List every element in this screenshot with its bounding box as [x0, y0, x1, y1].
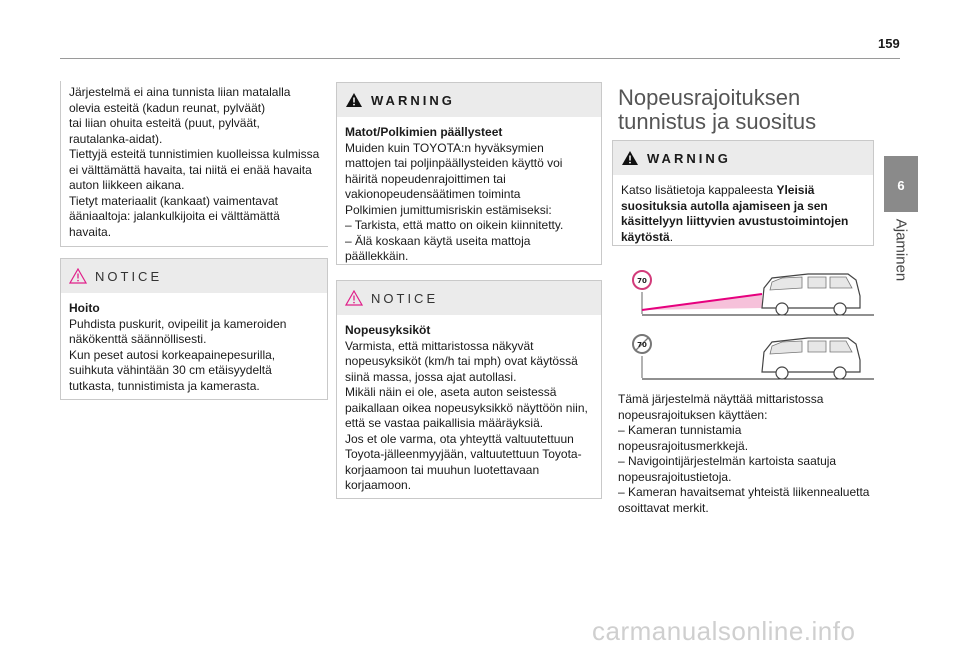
warning-title: WARNING: [647, 150, 731, 166]
warning-header: [337, 83, 601, 117]
paragraph: Puhdista puskurit, ovipeilit ja kameroiden näkökenttä säännöllisesti.: [69, 316, 287, 346]
notice-title: NOTICE: [371, 290, 439, 306]
notice-box-maintenance: [60, 258, 328, 400]
paragraph: – Älä koskaan käytä useita mattoja päällekkäin.: [345, 233, 531, 263]
list-item: – Navigointijärjestelmän kartoista saatuja nopeusrajoitustietoja.: [618, 454, 837, 484]
speed-limit-value: 70: [637, 341, 647, 349]
car-icon: [762, 274, 860, 315]
section-title: Nopeusrajoituksen tunnistus ja suositus: [618, 85, 817, 134]
warning-text-suffix: .: [669, 229, 674, 244]
paragraph: tai liian ohuita esteitä (puut, pylväät, rautalanka-aidat).: [69, 116, 260, 146]
chapter-label-text: Ajaminen: [892, 218, 910, 282]
caution-triangle-icon: [345, 290, 363, 306]
warning-box-mats: [336, 82, 602, 265]
warning-header: [613, 141, 873, 175]
notice-title: NOTICE: [95, 268, 163, 284]
speed-sign-illustration-inactive: [612, 324, 874, 384]
list-item: – Kameran havaitsemat yhteistä liikennealuetta osoittavat merkit.: [618, 485, 870, 515]
warning-text: [621, 183, 865, 245]
list-item: – Kameran tunnistamia nopeusrajoitusmerkkejä.: [618, 423, 749, 453]
car-icon: [762, 338, 860, 379]
chapter-tab[interactable]: 6: [884, 156, 918, 212]
paragraph: Varmista, että mittaristossa näkyvät nopeusyksiköt (km/h tai mph) ovat käytössä siinä massa, jossa ajat autollasi.: [345, 338, 578, 384]
paragraph: Järjestelmä ei aina tunnista liian matalalla olevia esteitä (kadun reunat, pylväät): [69, 85, 291, 115]
cross-reference-link[interactable]: Yleisiä suosituksia autolla ajamiseen ja sen käsittelyyn liittyvien avustustoimintojen käytöstä: [621, 183, 849, 244]
paragraph: Tämä järjestelmä näyttää mittaristossa nopeusrajoituksen käyttäen:: [618, 392, 824, 422]
paragraph: – Tarkista, että matto on oikein kiinnitetty.: [345, 218, 564, 232]
speed-sign-illustration-active: [612, 260, 874, 320]
obstacle-limitations-text: [60, 81, 328, 247]
warning-title: WARNING: [371, 92, 455, 108]
notice-box-speed-units: [336, 280, 602, 499]
paragraph: Mikäli näin ei ole, aseta auton seistessä paikallaan oikea nopeusyksikkö näyttöön niin, että se vastaa paikallisia määräyksiä.: [345, 385, 588, 430]
paragraph: Muiden kuin TOYOTA:n hyväksymien mattojen tai poljinpäällysteiden käyttö voi häiritä nopeudenrajoittimen tai vakionopeudensäätimen toiminta: [345, 140, 563, 201]
warning-heading: Matot/Polkimien päällysteet: [345, 125, 503, 139]
paragraph: Kun peset autosi korkeapainepesurilla, suihkuta vähintään 30 cm etäisyydeltä tutkasta, tunnistimista ja kamerasta.: [69, 347, 276, 393]
watermark: carmanualsonline.info: [592, 616, 856, 646]
chapter-label: [884, 212, 918, 292]
speed-limit-value: 70: [637, 277, 647, 285]
top-divider: [60, 58, 900, 59]
page-number: 159: [878, 36, 900, 51]
notice-header: [337, 281, 601, 315]
system-description: [618, 392, 874, 516]
paragraph: Tiettyjä esteitä tunnistimien kuolleissa kulmissa ei välttämättä havaita, tai niitä ei enää havaita auton liikkeen aikana.: [69, 147, 320, 192]
paragraph: Polkimien jumittumisriskin estämiseksi:: [345, 202, 552, 217]
paragraph: Tietyt materiaalit (kankaat) vaimentavat ääniaaltoja: jalankulkijoita ei välttämättä havaita.: [69, 193, 280, 239]
notice-header: [61, 259, 327, 293]
warning-box-general-recommendations: [612, 140, 874, 246]
warning-text-prefix: Katso lisätietoja kappaleesta: [621, 183, 777, 197]
warning-triangle-icon: [621, 150, 639, 166]
paragraph: Jos et ole varma, ota yhteyttä valtuutettuun Toyota-jälleenmyyjään, valtuutettuun Toyota-korjaamoon tai muuhun luotettavaan korjaamoon.: [345, 431, 582, 492]
notice-heading: Nopeusyksiköt: [345, 323, 431, 337]
caution-triangle-icon: [69, 268, 87, 284]
warning-triangle-icon: [345, 92, 363, 108]
notice-heading: Hoito: [69, 301, 100, 315]
